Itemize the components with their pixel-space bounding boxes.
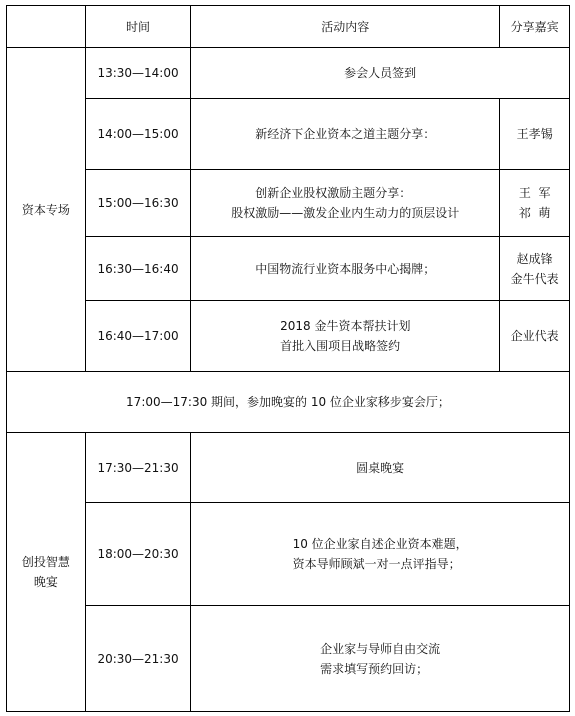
activity-line: 2018 金牛资本帮扶计划 (280, 319, 411, 333)
section-dinner (7, 433, 86, 712)
table-row (7, 301, 570, 372)
guest-line: 王 军 (518, 186, 551, 200)
guest-line: 赵成锋 (516, 251, 553, 266)
section-capital: 资本专场 (7, 48, 86, 372)
activity-line: 企业家与导师自由交流 (320, 641, 441, 656)
transition-row (7, 372, 570, 433)
time-cell: 15:00—16:30 (85, 170, 190, 237)
activity-cell (191, 503, 570, 606)
time-cell: 16:40—17:00 (85, 301, 190, 372)
activity-line: 需求填写预约回访； (320, 661, 429, 676)
time-cell: 17:30—21:30 (85, 433, 190, 503)
time-cell: 16:30—16:40 (85, 237, 190, 301)
table-row (7, 99, 570, 170)
guest-cell (500, 170, 570, 237)
header-guest: 分享嘉宾 (500, 6, 570, 48)
activity-cell: 参会人员签到 (191, 48, 570, 99)
time-cell: 13:30—14:00 (85, 48, 190, 99)
section-dinner-line: 晚宴 (33, 575, 58, 589)
guest-cell: 企业代表 (500, 301, 570, 372)
activity-line: 10 位企业家自述企业资本难题， (292, 537, 468, 551)
time-cell: 20:30—21:30 (85, 606, 190, 712)
schedule-table (6, 5, 570, 712)
header-time: 时间 (85, 6, 190, 48)
table-row (7, 170, 570, 237)
header-activity: 活动内容 (191, 6, 500, 48)
activity-line: 资本导师顾斌一对一点评指导； (292, 557, 461, 571)
activity-line: 首批入围项目战略签约 (280, 339, 401, 353)
activity-cell: 圆桌晚宴 (191, 433, 570, 503)
time-cell: 18:00—20:30 (85, 503, 190, 606)
table-row (7, 237, 570, 301)
table-row (7, 433, 570, 503)
time-cell: 14:00—15:00 (85, 99, 190, 170)
activity-cell: 新经济下企业资本之道主题分享： (191, 99, 500, 170)
guest-line: 金牛代表 (510, 271, 559, 286)
table-row (7, 606, 570, 712)
activity-cell (191, 301, 500, 372)
activity-cell: 中国物流行业资本服务中心揭牌； (191, 237, 500, 301)
header-row (7, 6, 570, 48)
section-dinner-line: 创投智慧 (21, 555, 70, 569)
header-section (7, 6, 86, 48)
guest-cell: 王孝锡 (500, 99, 570, 170)
guest-line: 祁 萌 (518, 206, 551, 220)
table-row (7, 503, 570, 606)
table-row (7, 48, 570, 99)
activity-line: 股权激励——激发企业内生动力的顶层设计 (231, 206, 460, 220)
guest-cell (500, 237, 570, 301)
activity-cell (191, 606, 570, 712)
activity-line: 创新企业股权激励主题分享： (255, 186, 412, 200)
transition-note: 17:00—17:30 期间，参加晚宴的 10 位企业家移步宴会厅； (7, 372, 570, 433)
activity-cell (191, 170, 500, 237)
